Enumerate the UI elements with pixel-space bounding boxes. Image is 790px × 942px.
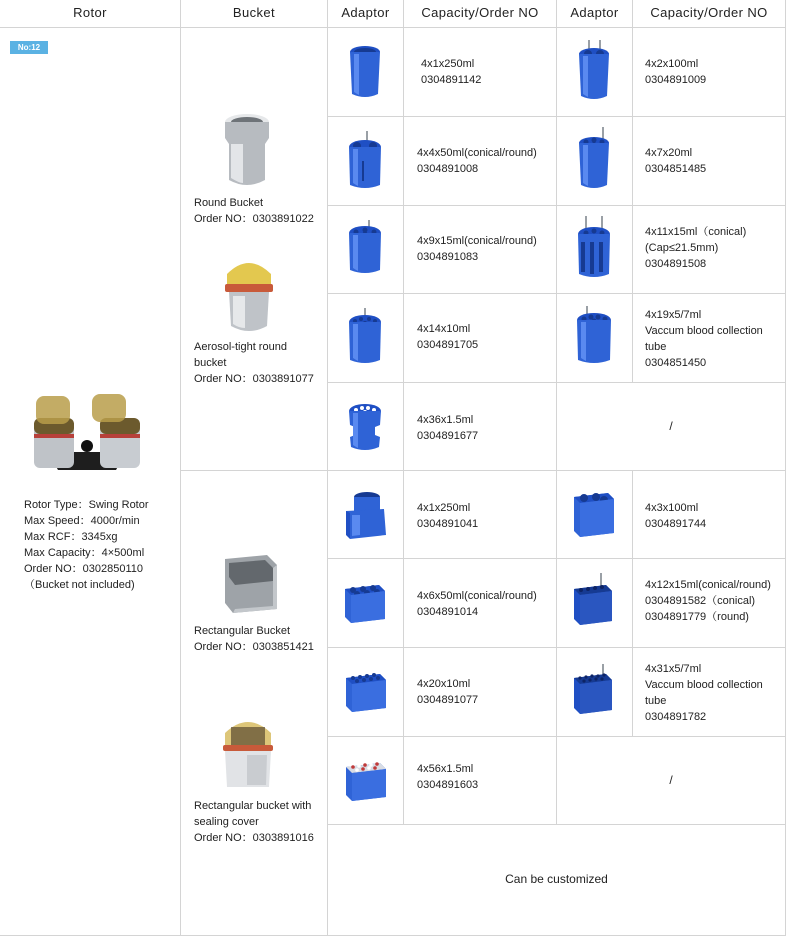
capacity-spec: 4x36x1.5ml <box>417 414 474 426</box>
header-adaptor-right: Adaptor <box>557 0 633 28</box>
not-available-cell: / <box>557 737 786 825</box>
capacity-spec: 4x19x5/7ml <box>645 309 702 321</box>
adaptor-cell <box>328 737 404 825</box>
swing-rotor-image <box>28 390 146 484</box>
adaptor-blood-tube-round-image <box>572 306 616 366</box>
capacity-cell <box>404 294 557 383</box>
capacity-cell <box>404 471 557 559</box>
sealed-bucket-name-2: sealing cover <box>194 816 259 828</box>
adaptor-15ml-rect-image <box>570 573 616 629</box>
adaptor-250ml-round-image <box>345 44 385 100</box>
header-capacity-right: Capacity/Order NO <box>633 0 786 28</box>
order-number: 0304891782 <box>645 711 707 723</box>
capacity-spec: 4x7x20ml <box>645 147 693 159</box>
adaptor-cell <box>328 559 404 648</box>
rotor-max-speed: Max Speed：4000r/min <box>24 515 140 527</box>
capacity-cell <box>633 28 786 117</box>
adaptor-cell <box>328 471 404 559</box>
adaptor-20ml-round-image <box>574 127 614 191</box>
header-rotor: Rotor <box>0 0 181 28</box>
not-available-cell: / <box>557 383 786 471</box>
capacity-cell <box>404 117 557 206</box>
capacity-cell <box>404 648 557 737</box>
aerosol-bucket-image <box>221 256 277 336</box>
capacity-spec: 4x6x50ml(conical/round) <box>417 590 537 602</box>
order-number: 0304891014 <box>417 606 479 618</box>
order-number: 0304891083 <box>417 251 479 263</box>
header-capacity-left: Capacity/Order NO <box>404 0 557 28</box>
capacity-cell <box>404 28 557 117</box>
adaptor-cell <box>328 294 404 383</box>
rotor-max-rcf: Max RCF：3345xg <box>24 531 118 543</box>
capacity-cell <box>404 383 557 471</box>
adaptor-10ml-rect-image <box>344 668 388 716</box>
rotor-order-no: Order NO：0302850110 <box>24 563 144 575</box>
capacity-cell <box>633 206 786 294</box>
capacity-spec: 4x1x250ml <box>421 58 475 70</box>
order-number: 0304891603 <box>417 779 479 791</box>
adaptor-cell <box>557 206 633 294</box>
order-number: 0304891008 <box>417 163 479 175</box>
capacity-spec: 4x4x50ml(conical/round) <box>417 147 537 159</box>
adaptor-cell <box>557 471 633 559</box>
order-number-conical: 0304891582（conical) <box>645 595 756 607</box>
capacity-spec: 4x11x15ml（conical) <box>645 226 747 238</box>
adaptor-cell <box>328 206 404 294</box>
adaptor-cell <box>328 648 404 737</box>
adaptor-15ml-round-image <box>344 220 386 276</box>
capacity-spec: 4x2x100ml <box>645 58 699 70</box>
adaptor-cell <box>557 648 633 737</box>
aerosol-bucket-order: Order NO：0303891077 <box>194 373 314 385</box>
header-bucket: Bucket <box>181 0 328 28</box>
rect-bucket-image <box>219 551 281 617</box>
sealed-bucket-order: Order NO：0303891016 <box>194 832 314 844</box>
capacity-cell <box>404 737 557 825</box>
rotor-cell <box>0 28 181 936</box>
capacity-cell <box>404 559 557 648</box>
order-number: 0304891041 <box>417 518 479 530</box>
adaptor-100ml-round-image <box>574 40 614 102</box>
round-bucket-order: Order NO：0303891022 <box>194 213 314 225</box>
adaptor-1-5ml-round-image <box>345 401 385 453</box>
capacity-spec: 4x1x250ml <box>417 502 471 514</box>
customized-note: Can be customized <box>328 825 786 936</box>
capacity-spec: 4x31x5/7ml <box>645 663 702 675</box>
capacity-spec: 4x14x10ml <box>417 323 471 335</box>
capacity-note: Vaccum blood collection <box>645 679 763 691</box>
order-number: 0304891142 <box>421 74 482 86</box>
sealed-bucket-name-1: Rectangular bucket with <box>194 800 312 812</box>
capacity-cell <box>633 117 786 206</box>
sealed-rect-bucket-image <box>217 715 279 793</box>
rotor-note: （Bucket not included) <box>24 579 135 591</box>
rect-bucket-cell <box>181 471 328 936</box>
capacity-spec: 4x9x15ml(conical/round) <box>417 235 537 247</box>
adaptor-cell <box>328 117 404 206</box>
header-adaptor-left: Adaptor <box>328 0 404 28</box>
adaptor-100ml-rect-image <box>570 489 616 541</box>
adaptor-cell <box>557 117 633 206</box>
capacity-note: Vaccum blood collection <box>645 325 763 337</box>
capacity-cell <box>404 206 557 294</box>
order-number: 0304891677 <box>417 430 479 442</box>
order-number: 0304891508 <box>645 258 707 270</box>
round-bucket-cell <box>181 28 328 471</box>
capacity-spec: 4x20x10ml <box>417 678 471 690</box>
rect-bucket-order: Order NO：0303851421 <box>194 641 314 653</box>
capacity-cell <box>633 648 786 737</box>
order-number: 0304891705 <box>417 339 479 351</box>
aerosol-bucket-name-2: bucket <box>194 357 227 369</box>
capacity-note: tube <box>645 695 667 707</box>
rotor-type: Rotor Type：Swing Rotor <box>24 499 149 511</box>
adaptor-50ml-rect-image <box>343 579 387 627</box>
adaptor-cell <box>328 383 404 471</box>
aerosol-bucket-name-1: Aerosol-tight round <box>194 341 287 353</box>
adaptor-cell <box>557 294 633 383</box>
adaptor-cell <box>557 28 633 117</box>
capacity-spec: 4x12x15ml(conical/round) <box>645 579 771 591</box>
adaptor-cell <box>328 28 404 117</box>
order-number-round: 0304891779（round) <box>645 611 749 623</box>
capacity-cell <box>633 471 786 559</box>
rotor-max-capacity: Max Capacity：4×500ml <box>24 547 145 559</box>
adaptor-1-5ml-rect-image <box>344 757 388 805</box>
rect-bucket-name: Rectangular Bucket <box>194 625 290 637</box>
order-number: 0304891744 <box>645 518 707 530</box>
adaptor-250ml-rect-image <box>344 489 388 541</box>
capacity-cell <box>633 559 786 648</box>
model-badge: No:12 <box>10 41 48 54</box>
order-number: 0304851485 <box>645 163 707 175</box>
adaptor-blood-tube-rect-image <box>570 664 616 718</box>
order-number: 0304851450 <box>645 357 707 369</box>
adaptor-cell <box>557 559 633 648</box>
adaptor-15ml-cap-image <box>573 216 615 280</box>
order-number: 0304891077 <box>417 694 479 706</box>
capacity-spec: 4x3x100ml <box>645 502 699 514</box>
round-bucket-name: Round Bucket <box>194 197 264 209</box>
capacity-cell <box>633 294 786 383</box>
capacity-note: tube <box>645 341 667 353</box>
round-bucket-image <box>221 112 273 188</box>
capacity-note: (Cap≤21.5mm) <box>645 242 719 254</box>
capacity-spec: 4x56x1.5ml <box>417 763 474 775</box>
adaptor-50ml-round-image <box>344 131 386 191</box>
order-number: 0304891009 <box>645 74 707 86</box>
adaptor-10ml-round-image <box>344 308 386 366</box>
